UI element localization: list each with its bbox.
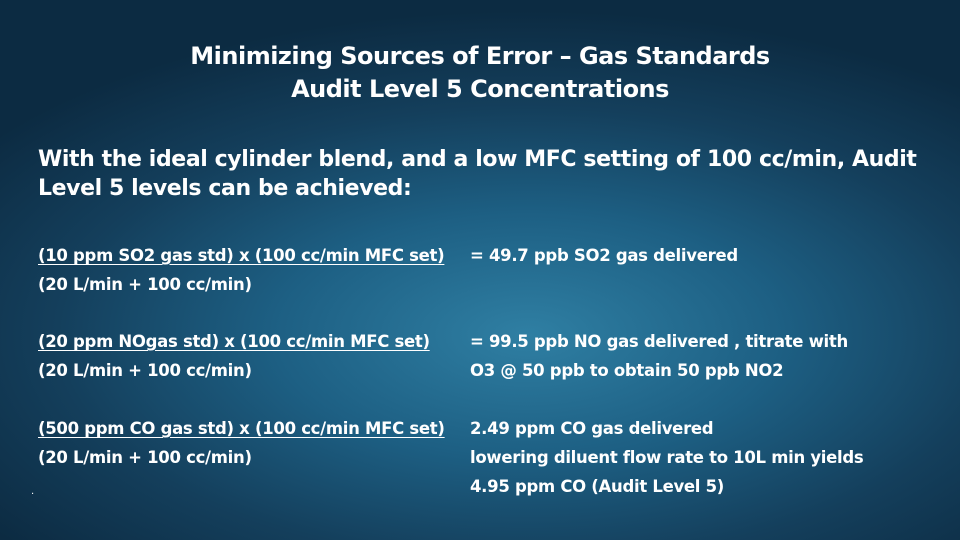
co-formula — [38, 414, 445, 472]
co-denominator: (20 L/min + 100 cc/min) — [38, 448, 252, 467]
co-numerator: (500 ppm CO gas std) x (100 cc/min MFC set) — [38, 419, 445, 438]
slide-title — [0, 40, 960, 106]
no-numerator: (20 ppm NOgas std) x (100 cc/min MFC set) — [38, 332, 430, 351]
no-result-line-2: O3 @ 50 ppb to obtain 50 ppb NO2 — [470, 361, 784, 380]
so2-formula — [38, 241, 444, 299]
co-result-line-1: 2.49 ppm CO gas delivered — [470, 419, 714, 438]
title-line-2: Audit Level 5 Concentrations — [291, 75, 669, 103]
so2-denominator: (20 L/min + 100 cc/min) — [38, 275, 252, 294]
no-formula — [38, 327, 430, 385]
so2-numerator: (10 ppm SO2 gas std) x (100 cc/min MFC set) — [38, 246, 445, 265]
so2-result-line-1: = 49.7 ppb SO2 gas delivered — [470, 246, 738, 265]
footer-mark: . — [31, 486, 35, 497]
no-result-line-1: = 99.5 ppb NO gas delivered , titrate with — [470, 332, 848, 351]
intro-text: With the ideal cylinder blend, and a low MFC setting of 100 cc/min, Audit Level 5 levels can be achieved: — [38, 147, 917, 201]
co-result — [470, 414, 863, 501]
no-denominator: (20 L/min + 100 cc/min) — [38, 361, 252, 380]
no-result — [470, 327, 848, 385]
so2-result — [470, 241, 738, 270]
co-result-line-3: 4.95 ppm CO (Audit Level 5) — [470, 477, 725, 496]
co-result-line-2: lowering diluent flow rate to 10L min yields — [470, 448, 864, 467]
title-line-1: Minimizing Sources of Error – Gas Standards — [190, 42, 770, 70]
